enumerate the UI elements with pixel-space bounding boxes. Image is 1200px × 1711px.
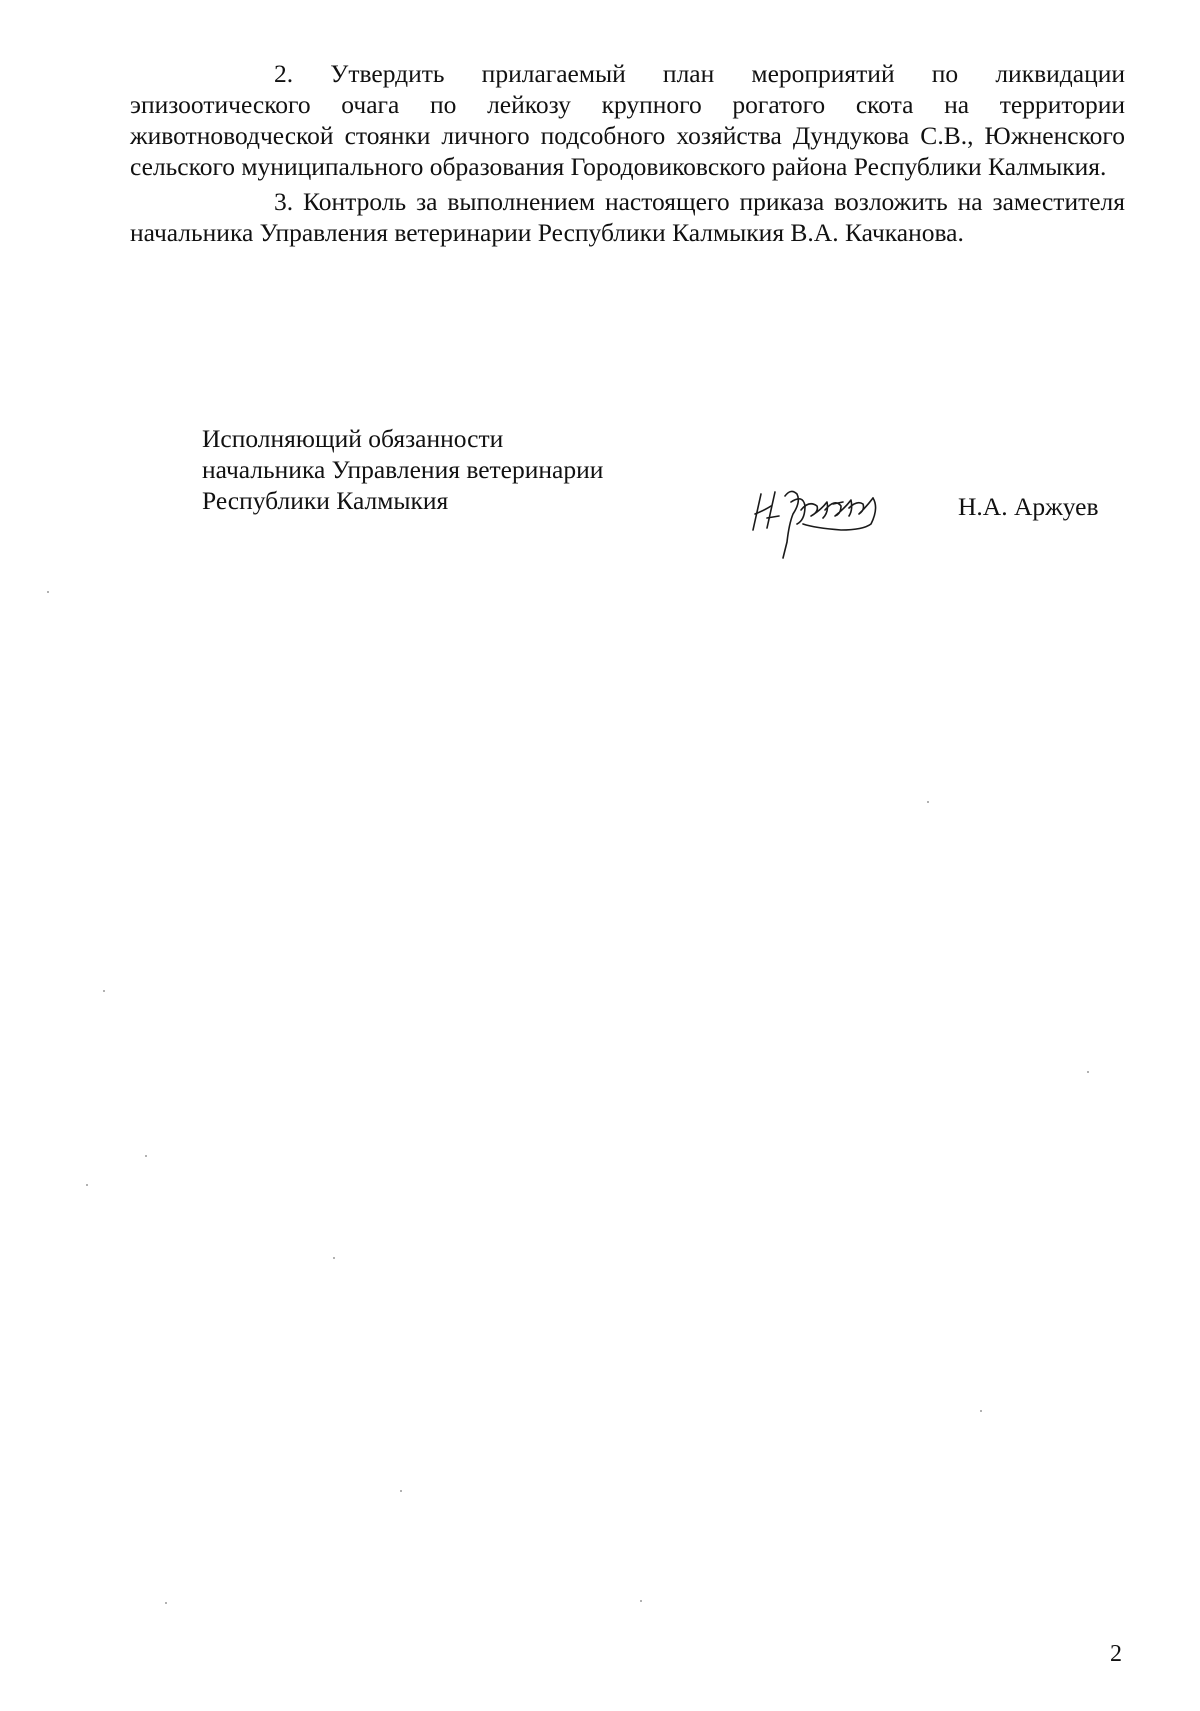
scan-speck <box>333 1257 335 1259</box>
paragraph-text: Утвердить прилагаемый план мероприятий по ликвидации эпизоотического очага по лейкозу крупного рогатого скота на территории животноводческой стоянки личного подсобного хозяйства Дундукова С.В., Южненского сельского муниципального образования Городовиковского района Республики Калмыкия. <box>130 59 1126 181</box>
scan-speck <box>400 1490 402 1492</box>
scan-speck <box>103 990 105 992</box>
paragraph-text: Контроль за выполнением настоящего приказа возложить на заместителя начальника Управления ветеринарии Республики Калмыкия В.А. Качканова. <box>130 187 1126 247</box>
paragraph-3 <box>130 186 1125 248</box>
paragraph-2 <box>130 58 1125 182</box>
position-line: Республики Калмыкия <box>202 486 449 515</box>
paragraph-number: 2. <box>274 59 294 88</box>
scan-speck <box>980 1410 982 1412</box>
paragraph-number: 3. <box>274 187 294 216</box>
scan-speck <box>47 591 49 593</box>
signatory-position <box>202 423 603 516</box>
scan-speck <box>640 1600 642 1602</box>
scan-speck <box>927 801 929 803</box>
position-line: начальника Управления ветеринарии <box>202 455 604 484</box>
scan-speck <box>145 1155 147 1157</box>
document-body <box>130 58 1125 252</box>
page-number: 2 <box>1110 1641 1122 1667</box>
signer-name: Н.А. Аржуев <box>958 492 1099 521</box>
scan-speck <box>165 1602 167 1604</box>
scan-speck <box>1087 1071 1089 1073</box>
position-line: Исполняющий обязанности <box>202 424 504 453</box>
scan-speck <box>86 1184 88 1186</box>
handwritten-signature-icon <box>745 480 895 560</box>
